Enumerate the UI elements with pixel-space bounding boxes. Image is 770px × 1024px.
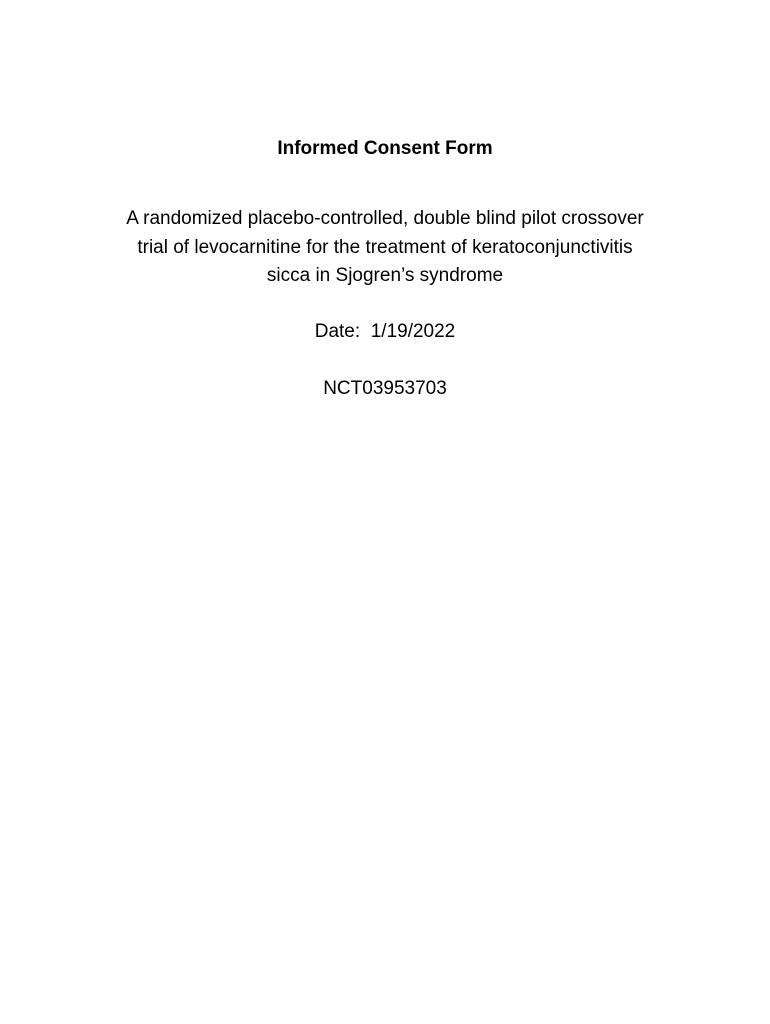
nct-number: NCT03953703 — [323, 378, 447, 399]
date-label: Date: — [314, 321, 361, 342]
study-title-line-2: trial of levocarnitine for the treatment of keratoconjunctivitis — [137, 236, 633, 258]
study-title-line-1: A randomized placebo-controlled, double blind pilot crossover — [126, 208, 644, 229]
form-title: Informed Consent Form — [277, 138, 493, 159]
date-line — [0, 320, 770, 344]
study-title — [85, 205, 685, 291]
date-value: 1/19/2022 — [370, 321, 456, 342]
study-title-line-3: sicca in Sjogren’s syndrome — [266, 265, 504, 286]
